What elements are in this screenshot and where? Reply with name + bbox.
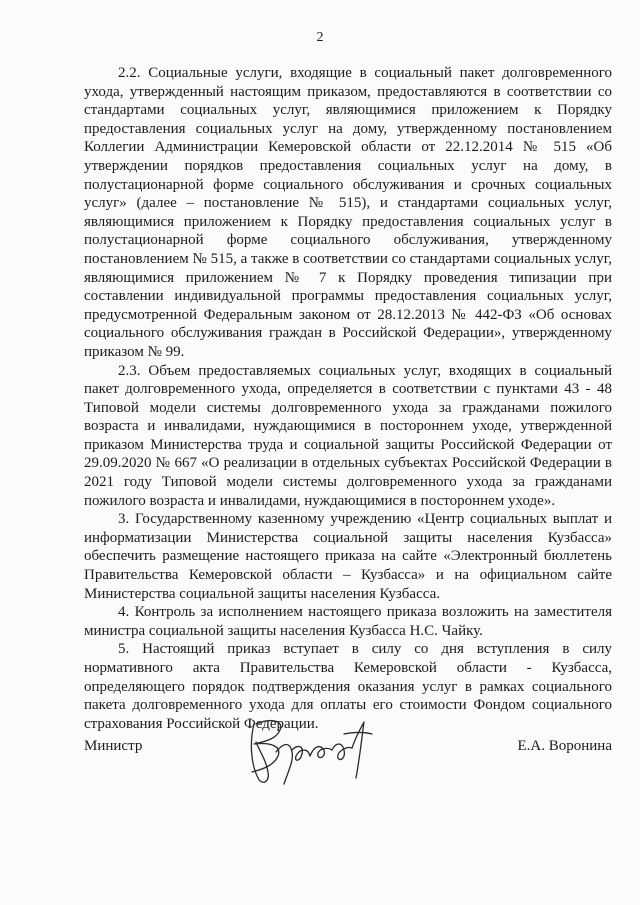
paragraph-2-3: 2.3. Объем предоставляемых социальных услуг, входящих в социальный пакет долговременного ухода, определяется в соответствии с пунктами 43 - 48 Типовой модели системы долговременного ухода за гражданами пожилого возраста и инвалидами, нуждающимися в постороннем уходе, утвержденной приказом Министерства труда и социальной защиты Российской Федерации от 29.09.2020 № 667 «О реализации в отдельных субъектах Российской Федерации в 2021 году Типовой модели системы долговременного ухода за гражданами пожилого возраста и инвалидами, нуждающимися в постороннем уходе».	[84, 362, 612, 509]
page-number: 2	[316, 30, 324, 45]
signature-block	[84, 738, 612, 758]
paragraph-2-2: 2.2. Социальные услуги, входящие в социальный пакет долговременного ухода, утвержденный настоящим приказом, предоставляются в соответствии со стандартами социальных услуг, являющимися приложением к Порядку предоставления социальных услуг на дому, утвержденному постановлением Коллегии Администрации Кемеровской области от 22.12.2014 № 515 «Об утверждении порядков предоставления социальных услуг на дому, в полустационарной форме социального обслуживания и срочных социальных услуг» (далее – постановление № 515), и стандартами социальных услуг, являющимися приложением к Порядку предоставления социальных услуг в полустационарной форме социального обслуживания, утвержденному постановлением № 515, а также в соответствии со стандартами социальных услуг, являющимися приложением № 7 к Порядку проведения типизации при составлении индивидуальной программы предоставления социальных услуг, предусмотренной Федеральным законом от 28.12.2013 № 442-ФЗ «Об основах социального обслуживания граждан в Российской Федерации», утвержденному приказом № 99.	[84, 65, 612, 360]
document-body	[84, 64, 612, 733]
paragraph-4: 4. Контроль за исполнением настоящего приказа возложить на заместителя министра социальной защиты населения Кузбасса Н.С. Чайку.	[84, 604, 612, 639]
signatory-title: Министр	[84, 738, 143, 754]
signatory-name: Е.А. Воронина	[517, 738, 612, 754]
paragraph-3: 3. Государственному казенному учреждению «Центр социальных выплат и информатизации Министерства социальной защиты населения Кузбасса» обеспечить размещение настоящего приказа на сайте «Электронный бюллетень Правительства Кемеровской области – Кузбасса» и на официальном сайте Министерства социальной защиты населения Кузбасса.	[84, 511, 612, 602]
paragraph-5: 5. Настоящий приказ вступает в силу со дня вступления в силу нормативного акта Правительства Кемеровской области - Кузбасса, определяющего порядок подтверждения оказания услуг в рамках социального пакета долговременного ухода для оплаты его стоимости Фондом социального страхования Российской Федерации.	[84, 641, 612, 732]
